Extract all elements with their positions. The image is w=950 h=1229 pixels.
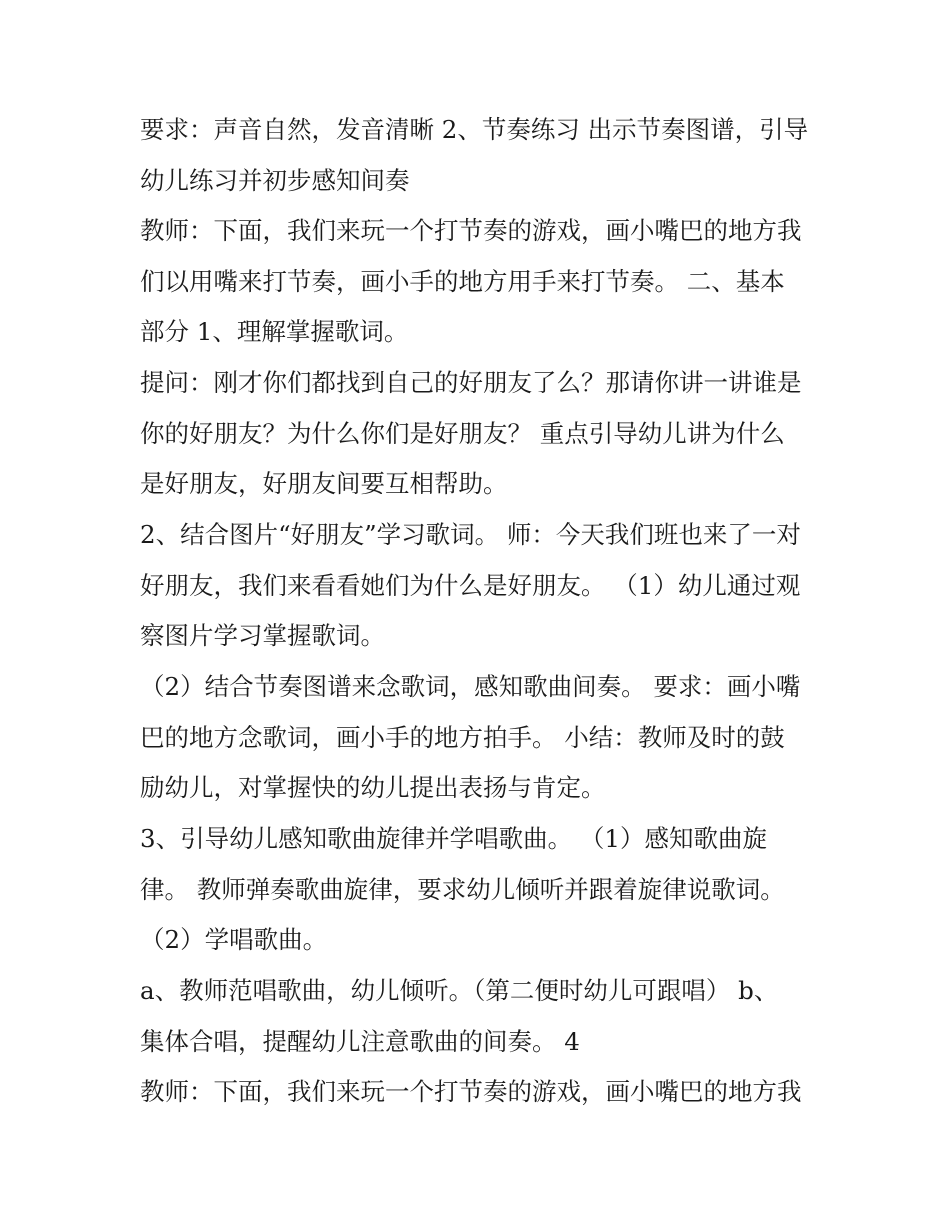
text-line: 是好朋友，好朋友间要互相帮助。 (140, 469, 508, 498)
text-line: 律。 教师弹奏歌曲旋律，要求幼儿倾听并跟着旋律说歌词。 (140, 875, 785, 904)
text-line: 们以用嘴来打节奏，画小手的地方用手来打节奏。 二、基本 (140, 267, 785, 296)
text-line: 教师：下面，我们来玩一个打节奏的游戏，画小嘴巴的地方我 (140, 216, 802, 245)
text-line: 3、引导幼儿感知歌曲旋律并学唱歌曲。 （1）感知歌曲旋 (140, 824, 767, 853)
text-line: （2）学唱歌曲。 (140, 925, 328, 954)
text-line: 好朋友，我们来看看她们为什么是好朋友。 （1）幼儿通过观 (140, 571, 801, 600)
text-line: 集体合唱，提醒幼儿注意歌曲的间奏。 4 (140, 1027, 580, 1056)
text-line: 幼儿练习并初步感知间奏 (140, 166, 410, 195)
text-line: 励幼儿，对掌握快的幼儿提出表扬与肯定。 (140, 773, 606, 802)
text-line: （2）结合节奏图谱来念歌词，感知歌曲间奏。 要求：画小嘴 (140, 672, 801, 701)
text-line: 教师：下面，我们来玩一个打节奏的游戏，画小嘴巴的地方我 (140, 1077, 802, 1106)
text-line: 你的好朋友？为什么你们是好朋友？ 重点引导幼儿讲为什么 (140, 419, 785, 448)
text-line: a、教师范唱歌曲，幼儿倾听。（第二便时幼儿可跟唱） b、 (140, 976, 779, 1005)
text-line: 巴的地方念歌词，画小手的地方拍手。 小结：教师及时的鼓 (140, 723, 785, 752)
text-line: 部分 1、理解掌握歌词。 (140, 317, 409, 346)
text-line: 要求：声音自然，发音清晰 2、节奏练习 出示节奏图谱，引导 (140, 115, 809, 144)
text-line: 提问：刚才你们都找到自己的好朋友了么？那请你讲一讲谁是 (140, 368, 802, 397)
text-line: 2、结合图片“好朋友”学习歌词。 师：今天我们班也来了一对 (140, 520, 801, 549)
text-line: 察图片学习掌握歌词。 (140, 621, 385, 650)
